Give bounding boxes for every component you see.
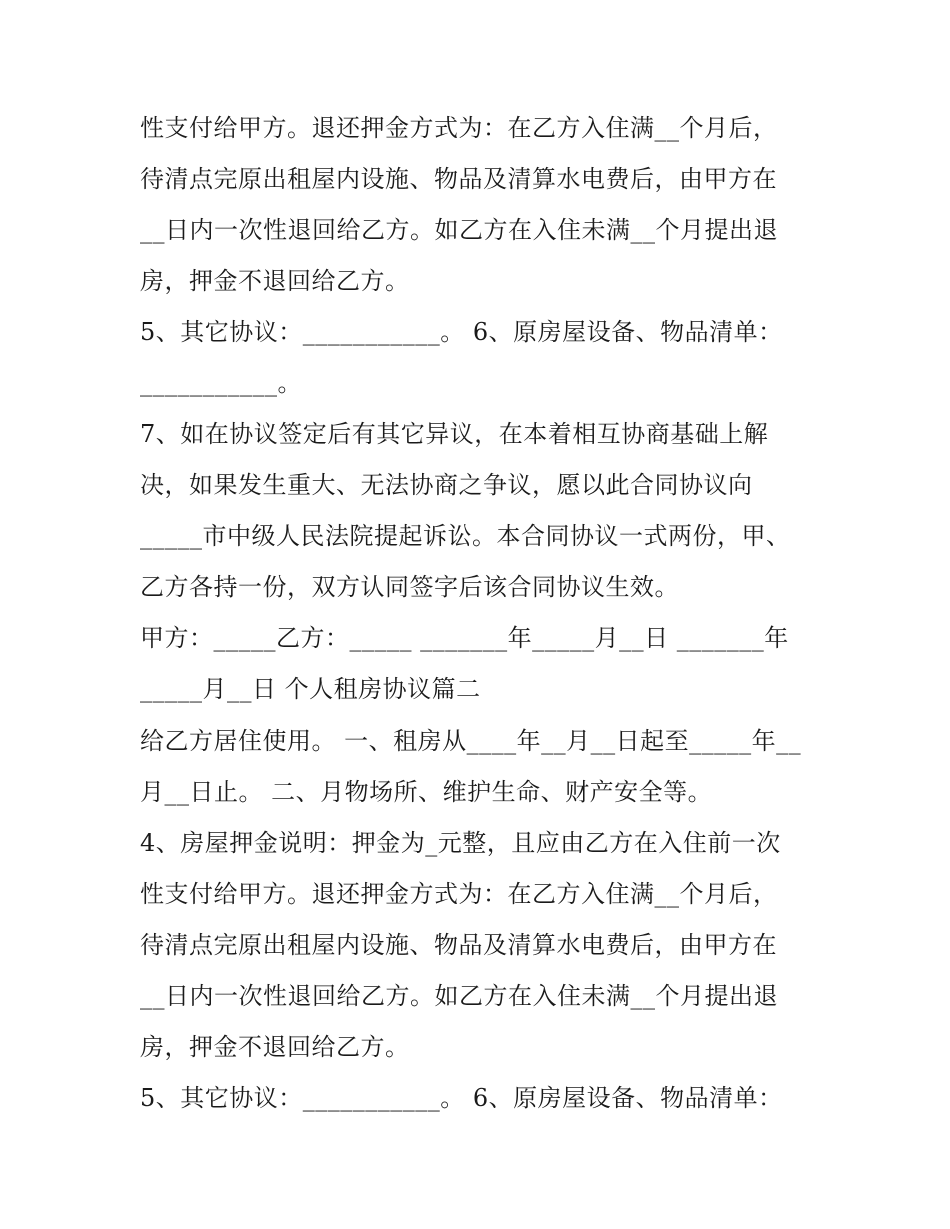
text-line: _____市中级人民法院提起诉讼。本合同协议一式两份，甲、 bbox=[140, 522, 791, 550]
text-line: 乙方各持一份，双方认同签字后该合同协议生效。 bbox=[140, 573, 679, 601]
text-line: __日内一次性退回给乙方。如乙方在入住未满__个月提出退 bbox=[140, 216, 778, 244]
text-line: 4、房屋押金说明：押金为_元整，且应由乙方在入住前一次 bbox=[140, 829, 781, 857]
text-line: 房，押金不退回给乙方。 bbox=[140, 267, 410, 295]
text-line: 房，押金不退回给乙方。 bbox=[140, 1033, 410, 1061]
text-line: 待清点完原出租屋内设施、物品及清算水电费后，由甲方在 bbox=[140, 931, 777, 959]
text-line: 5、其它协议：___________。 6、原房屋设备、物品清单： bbox=[140, 1084, 783, 1112]
text-line: 性支付给甲方。退还押金方式为：在乙方入住满__个月后， bbox=[140, 114, 778, 142]
text-line: 性支付给甲方。退还押金方式为：在乙方入住满__个月后， bbox=[140, 880, 778, 908]
text-line: __日内一次性退回给乙方。如乙方在入住未满__个月提出退 bbox=[140, 982, 778, 1010]
text-line: 甲方：_____乙方：_____ _______年_____月__日 _______年 bbox=[140, 624, 789, 652]
text-line: 给乙方居住使用。 一、租房从____年__月__日起至_____年__ bbox=[140, 727, 802, 755]
text-line: 5、其它协议：___________。 6、原房屋设备、物品清单： bbox=[140, 318, 783, 346]
text-line: _____月__日 个人租房协议篇二 bbox=[140, 675, 481, 703]
text-line: 月__日止。 二、月物场所、维护生命、财产安全等。 bbox=[140, 778, 713, 806]
text-line: 决，如果发生重大、无法协商之争议，愿以此合同协议向 bbox=[140, 471, 753, 499]
text-line: 待清点完原出租屋内设施、物品及清算水电费后，由甲方在 bbox=[140, 165, 777, 193]
text-line: ___________。 bbox=[140, 369, 302, 397]
text-line: 7、如在协议签定后有其它异议，在本着相互协商基础上解 bbox=[140, 420, 769, 448]
